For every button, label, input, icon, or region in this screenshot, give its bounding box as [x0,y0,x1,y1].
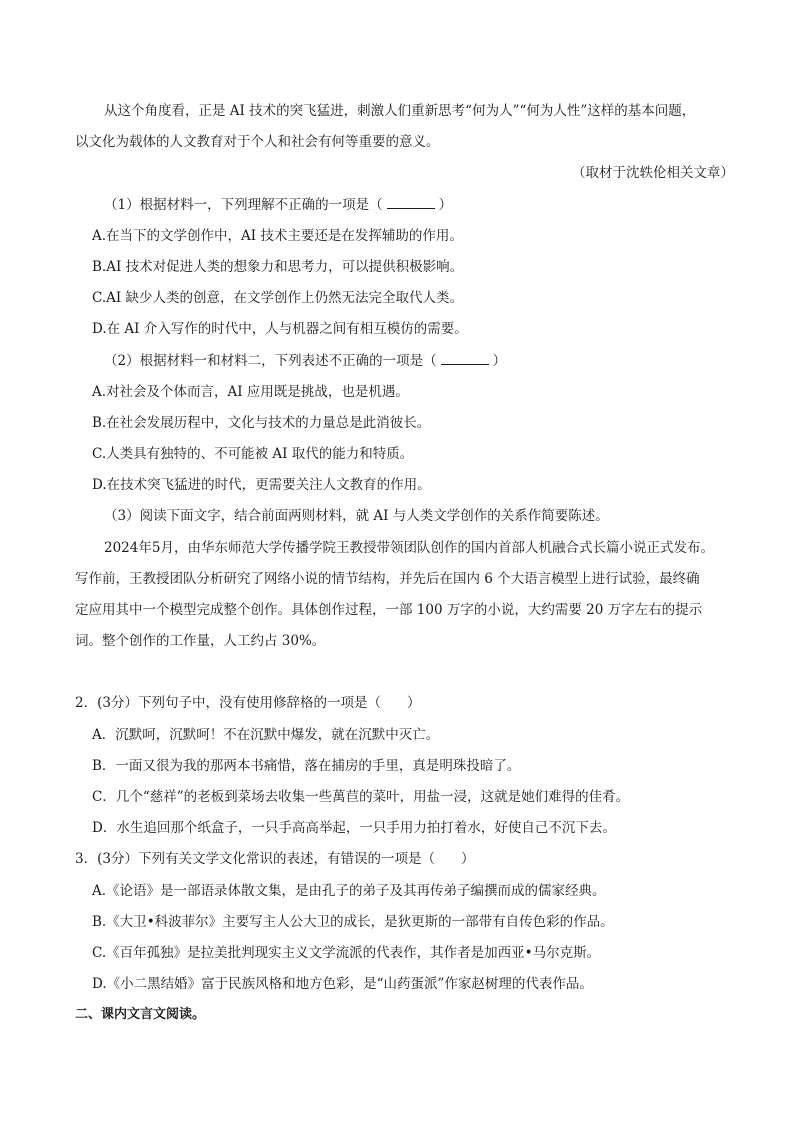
passage-line: 从这个角度看，正是 AI 技术的突飞猛进，刺激人们重新思考“何为人”“何为人性”这样的基本问题， [104,103,696,119]
question-2-heading [75,694,420,712]
option-a: A.对社会及个体而言，AI 应用既是挑战，也是机遇。 [92,384,409,400]
option-d: D.《小二黑结婚》富于民族风格和地方色彩，是“山药蛋派”作家赵树理的代表作品。 [92,976,593,992]
stem-text: ） [492,353,507,369]
stem-text: ） [438,197,453,213]
passage-line: 以文化为载体的人文教育对于个人和社会有何等重要的意义。 [75,134,440,150]
stem-text: 3．(3分）下列有关文学文化常识的表述，有错误的一项是（ [75,851,435,867]
option-c: C．几个“慈祥”的老板到菜场去收集一些萬苣的菜叶，用盐一浸，这就是她们难得的佳肴。 [92,789,630,805]
option-d: D.在 AI 介入写作的时代中，人与机器之间有相互模仿的需要。 [92,321,468,337]
question-3-stem: （3）阅读下面文字，结合前面两则材料，就 AI 与人类文学创作的关系作简要陈述。 [104,508,609,524]
material-line: 词。整个创作的工作量，人工约占 30%。 [75,633,326,649]
material-line: 定应用其中一个模型完成整个创作。具体创作过程，一部 100 万字的小说，大约需要 20 万字左右的提示 [75,602,703,618]
source-citation: （取材于沈轶伦相关文章） [572,165,734,181]
option-c: C.人类具有独特的、不可能被 AI 取代的能力和特质。 [92,446,414,462]
option-c: C.《百年孤独》是拉美批判现实主义文学流派的代表作，其作者是加西亚•马尔克斯。 [92,945,601,961]
material-line: 2024年5月，由华东师范大学传播学院王教授带领团队创作的国内首部人机融合式长篇小说正式发布。 [104,540,714,556]
stem-text: （1）根据材料一，下列理解不正确的一项是（ [104,197,383,213]
material-line: 写作前，王教授团队分析研究了网络小说的情节结构，并先后在国内 6 个大语言模型上进行试验，最终确 [75,571,700,587]
answer-blank[interactable] [441,352,489,365]
stem-text: ） [406,695,421,711]
option-d: D．水生追回那个纸盒子，一只手高高举起，一只手用力拍打着水，好使自己不沉下去。 [92,820,616,836]
section-heading: 二、课内文言文阅读。 [75,1007,206,1022]
stem-text: ） [460,851,475,867]
option-a: A.在当下的文学创作中，AI 技术主要还是在发挥辅助的作用。 [92,228,463,244]
option-b: B.在社会发展历程中，文化与技术的力量总是此消彼长。 [92,415,431,431]
stem-text: （2）根据材料一和材料二，下列表述不正确的一项是（ [104,353,437,369]
option-c: C.AI 缺少人类的创意，在文学创作上仍然无法完全取代人类。 [92,290,464,306]
option-d: D.在技术突飞猛进的时代，更需要关注人文教育的作用。 [92,477,431,493]
option-a: A．沉默呵，沉默呵！不在沉默中爆发，就在沉默中灭亡。 [92,727,440,743]
option-b: B．一面又很为我的那两本书痛惜，落在捕房的手里，真是明珠投暗了。 [92,758,521,774]
question-3-heading [75,850,474,868]
option-a: A.《论语》是一部语录体散文集，是由孔子的弟子及其再传弟子编撰而成的儒家经典。 [92,883,606,899]
question-1-stem [104,196,452,214]
stem-text: 2．(3分）下列句子中，没有使用修辞格的一项是（ [75,695,381,711]
option-b: B.《大卫•科波菲尔》主要写主人公大卫的成长，是狄更斯的一部带有自传色彩的作品。 [92,914,614,930]
answer-blank[interactable] [387,196,435,209]
question-2-stem [104,352,506,370]
option-b: B.AI 技术对促进人类的想象力和思考力，可以提供积极影响。 [92,259,464,275]
